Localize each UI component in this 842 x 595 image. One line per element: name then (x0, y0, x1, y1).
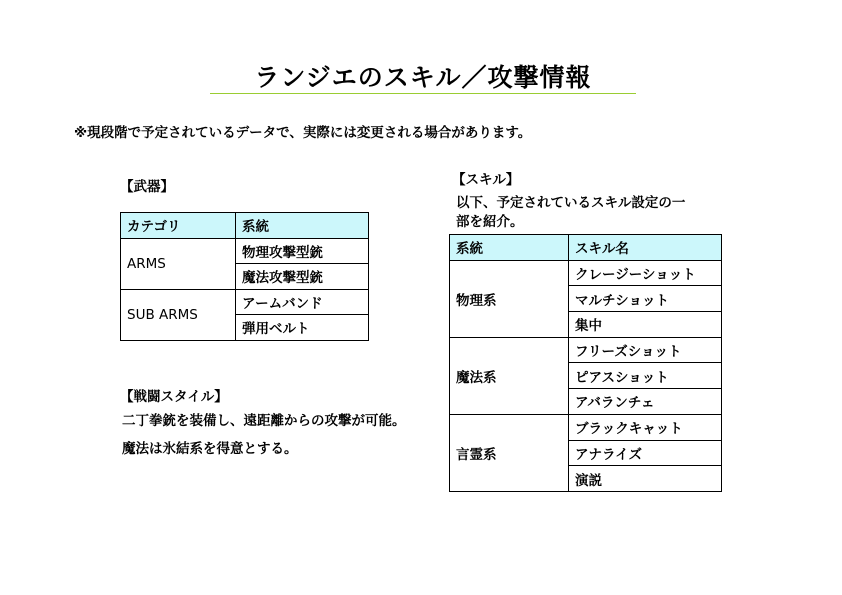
table-row (121, 238, 369, 264)
category-cell: 言霊系 (450, 414, 569, 491)
page-title: ランジエのスキル／攻撃情報 (254, 63, 592, 92)
skill-cell: ブラックキャット (569, 414, 722, 440)
title-underline (210, 93, 636, 94)
table-header-row (121, 213, 369, 239)
table-row (450, 337, 722, 363)
skills-table (449, 234, 722, 492)
category-cell: 物理系 (450, 260, 569, 337)
column-header: カテゴリ (121, 213, 236, 239)
table-header-row (450, 235, 722, 261)
category-cell: SUB ARMS (121, 289, 236, 340)
type-cell: 物理攻撃型銃 (236, 238, 369, 264)
combat-style-line: 二丁拳銃を装備し、遠距離からの攻撃が可能。 (122, 413, 406, 429)
skill-cell: クレージーショット (569, 260, 722, 286)
skills-intro-line: 以下、予定されているスキル設定の一 (456, 195, 686, 211)
weapons-heading: 【武器】 (120, 179, 174, 195)
combat-style-line: 魔法は氷結系を得意とする。 (122, 441, 298, 457)
skill-cell: 集中 (569, 312, 722, 338)
skill-cell: フリーズショット (569, 337, 722, 363)
table-row (450, 260, 722, 286)
category-cell: 魔法系 (450, 337, 569, 414)
skill-cell: マルチショット (569, 286, 722, 312)
skill-cell: ピアスショット (569, 363, 722, 389)
skills-intro-line: 部を紹介。 (456, 214, 524, 230)
column-header: 系統 (236, 213, 369, 239)
weapons-table (120, 212, 369, 341)
notice-text: ※現段階で予定されているデータで、実際には変更される場合があります。 (74, 125, 532, 141)
skill-cell: アバランチェ (569, 389, 722, 415)
skill-cell: 演説 (569, 466, 722, 492)
column-header: スキル名 (569, 235, 722, 261)
table-row (450, 414, 722, 440)
type-cell: 魔法攻撃型銃 (236, 264, 369, 290)
type-cell: アームバンド (236, 289, 369, 315)
table-row (121, 289, 369, 315)
skills-heading: 【スキル】 (452, 172, 520, 188)
type-cell: 弾用ベルト (236, 315, 369, 341)
combat-style-heading: 【戦闘スタイル】 (120, 389, 228, 405)
category-cell: ARMS (121, 238, 236, 289)
skill-cell: アナライズ (569, 440, 722, 466)
column-header: 系統 (450, 235, 569, 261)
